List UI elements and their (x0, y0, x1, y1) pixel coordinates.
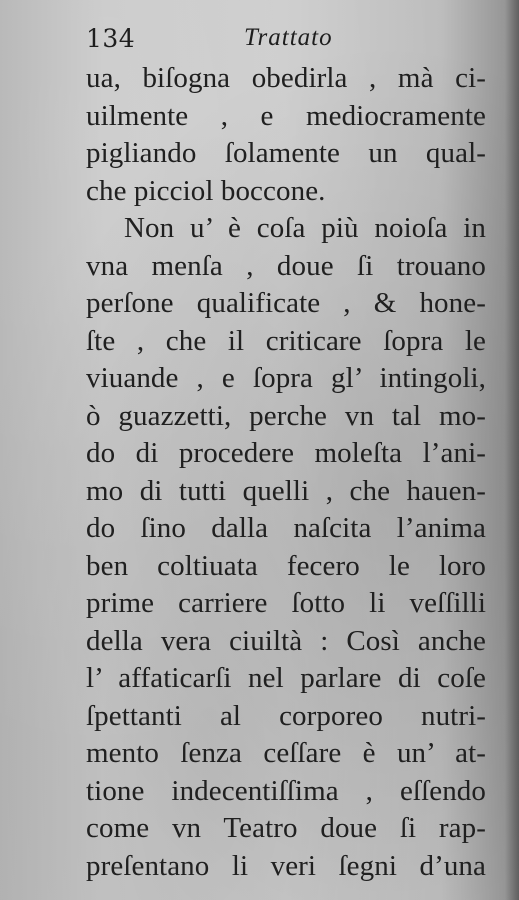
text-line: perſone qualificate , & hone- (86, 287, 486, 319)
text-line: preſentano li veri ſegni d’una (86, 849, 486, 882)
text-line: do ſino dalla naſcita l’anima (86, 512, 486, 544)
text-line: mento ſenza ceſſare è un’ at- (86, 737, 486, 769)
text-line: ua, biſogna obedirla , mà ci- (86, 62, 486, 94)
text-line: che picciol boccone. (86, 174, 326, 207)
body-text (86, 60, 486, 885)
text-line: ſpettanti al corporeo nutri- (86, 699, 486, 732)
text-line: mo di tutti quelli , che hauen- (86, 474, 486, 507)
text-line: l’ affaticarſi nel parlare di coſe (86, 662, 486, 694)
text-line: uilmente , e mediocramente (86, 99, 486, 132)
text-line: pigliando ſolamente un qual- (86, 137, 486, 169)
text-line: do di procedere moleſta l’ani- (86, 437, 486, 469)
text-line: viuande , e ſopra gl’ intingoli, (86, 362, 486, 394)
text-line: della vera ciuiltà : Così anche (86, 624, 486, 657)
text-line: come vn Teatro doue ſi rap- (86, 812, 486, 844)
text-line: ben coltiuata fecero le loro (86, 549, 486, 582)
text-line: ſte , che il criticare ſopra le (86, 324, 486, 357)
text-line: vna menſa , doue ſi trouano (86, 249, 486, 282)
text-line: tione indecentiſſima , eſſendo (86, 774, 486, 807)
page-number: 134 (86, 24, 136, 53)
page-header (86, 24, 486, 58)
text-line: Non u’ è coſa più noioſa in (124, 212, 486, 244)
running-title: Trattato (244, 24, 333, 51)
text-line: ò guazzetti, perche vn tal mo- (86, 399, 486, 432)
text-line: prime carriere ſotto li veſſilli (86, 587, 486, 619)
